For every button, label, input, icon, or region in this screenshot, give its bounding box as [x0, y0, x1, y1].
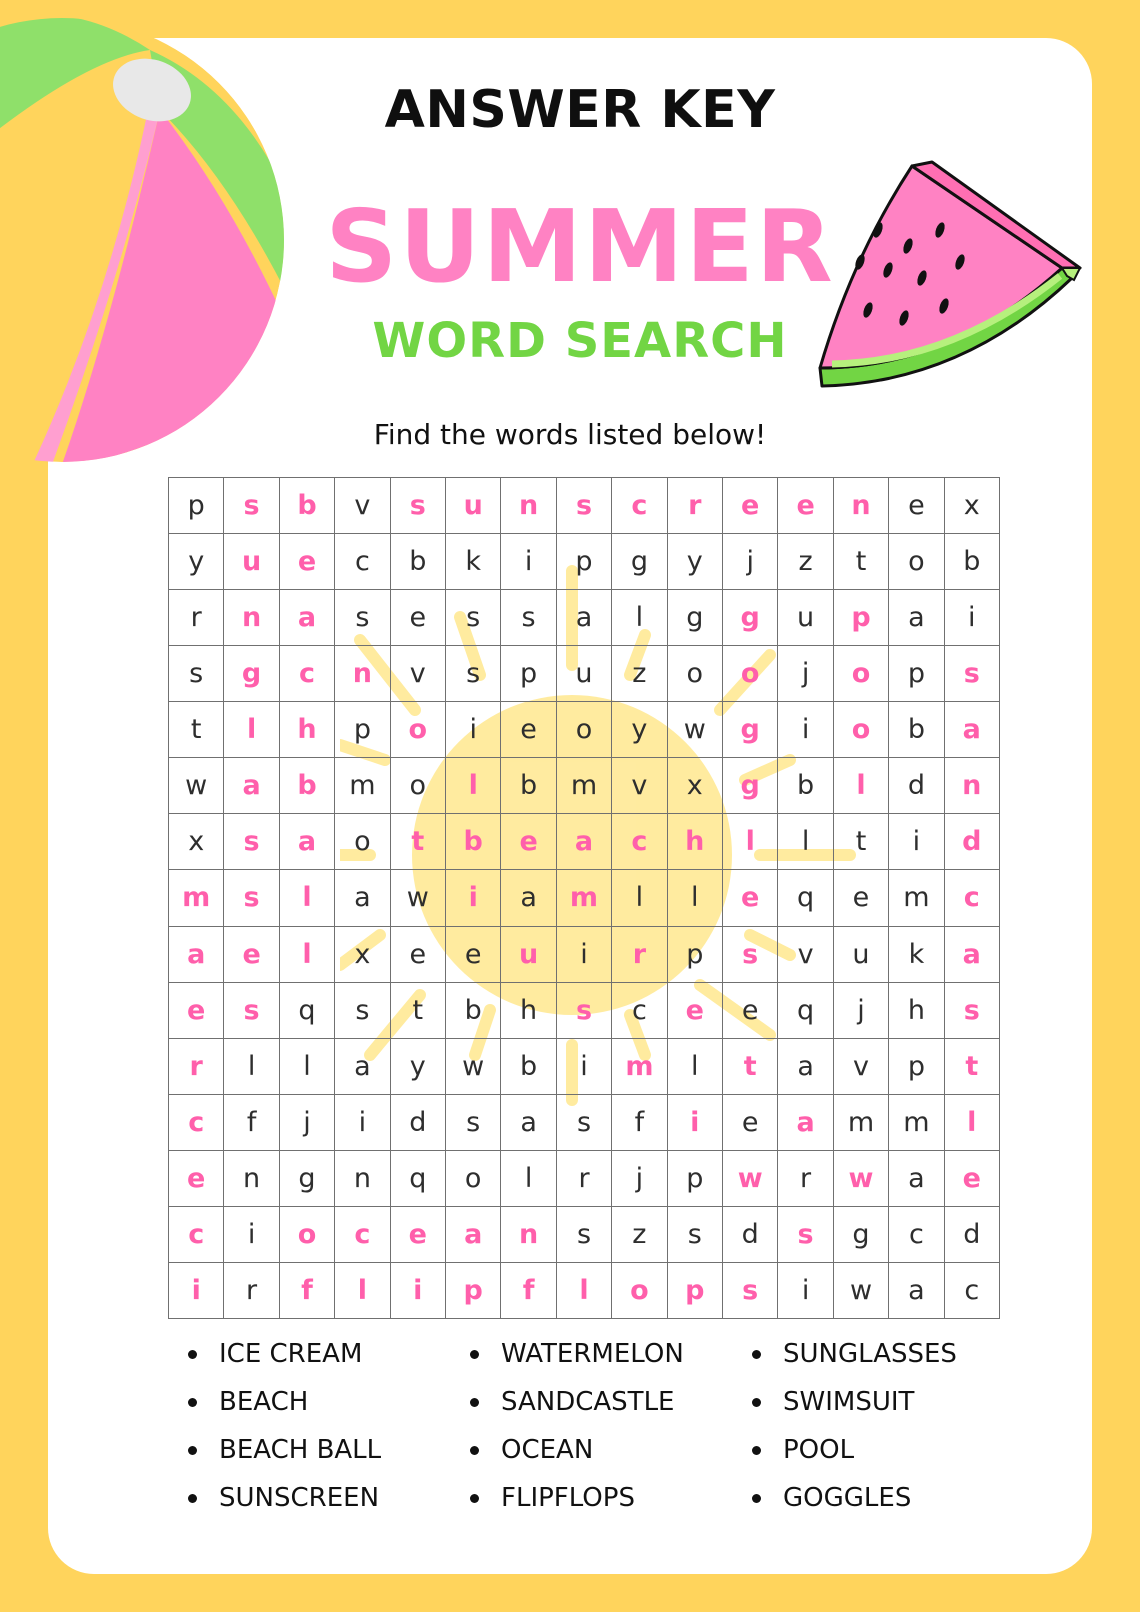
grid-cell: i [446, 702, 501, 758]
grid-cell: a [335, 870, 390, 926]
grid-cell: l [612, 590, 667, 646]
grid-cell: s [557, 1207, 612, 1263]
grid-cell: k [889, 927, 944, 983]
grid-cell: h [889, 983, 944, 1039]
grid-cell: a [557, 590, 612, 646]
word-list-item [180, 1385, 462, 1419]
word-list-item [462, 1385, 744, 1419]
grid-cell-highlighted: m [557, 870, 612, 926]
word-label: GOGGLES [783, 1483, 912, 1513]
grid-cell: g [280, 1151, 335, 1207]
bullet-icon [752, 1494, 761, 1503]
grid-cell: a [889, 1263, 944, 1319]
word-list-item [180, 1337, 462, 1371]
grid-cell: n [335, 1151, 390, 1207]
grid-cell-highlighted: n [224, 590, 279, 646]
bullet-icon [188, 1494, 197, 1503]
grid-cell-highlighted: o [391, 702, 446, 758]
grid-cell: s [668, 1207, 723, 1263]
grid-cell-highlighted: l [834, 758, 889, 814]
grid-cell: i [335, 1095, 390, 1151]
grid-cell: o [391, 758, 446, 814]
grid-cell-highlighted: c [169, 1207, 224, 1263]
grid-cell: f [224, 1095, 279, 1151]
grid-cell: p [668, 927, 723, 983]
grid-cell: s [501, 590, 556, 646]
grid-cell-highlighted: c [335, 1207, 390, 1263]
grid-cell: y [391, 1039, 446, 1095]
grid-cell: v [335, 478, 390, 534]
grid-cell-highlighted: t [391, 814, 446, 870]
grid-cell-highlighted: c [280, 646, 335, 702]
grid-cell: a [889, 1151, 944, 1207]
grid-cell-highlighted: t [945, 1039, 1000, 1095]
grid-cell-highlighted: s [557, 478, 612, 534]
grid-cell: n [224, 1151, 279, 1207]
grid-cell: l [612, 870, 667, 926]
summer-title: SUMMER [325, 188, 835, 305]
grid-cell: u [778, 590, 833, 646]
grid-cell: o [335, 814, 390, 870]
word-label: BEACH BALL [219, 1435, 382, 1465]
grid-cell-highlighted: l [945, 1095, 1000, 1151]
grid-cell-highlighted: e [224, 927, 279, 983]
word-label: BEACH [219, 1387, 309, 1417]
grid-cell-highlighted: o [612, 1263, 667, 1319]
grid-cell-highlighted: s [557, 983, 612, 1039]
grid-cell-highlighted: o [834, 646, 889, 702]
grid-cell: s [335, 590, 390, 646]
grid-cell: g [668, 590, 723, 646]
bullet-icon [188, 1446, 197, 1455]
grid-cell: l [778, 814, 833, 870]
grid-cell: w [169, 758, 224, 814]
grid-cell: o [557, 702, 612, 758]
grid-cell: y [612, 702, 667, 758]
grid-cell: g [612, 534, 667, 590]
grid-cell: g [834, 1207, 889, 1263]
grid-cell-highlighted: e [723, 478, 778, 534]
grid-cell-highlighted: a [778, 1095, 833, 1151]
word-list-item [180, 1433, 462, 1467]
grid-cell-highlighted: g [723, 590, 778, 646]
grid-cell-highlighted: a [224, 758, 279, 814]
grid-cell: b [889, 702, 944, 758]
grid-cell: j [834, 983, 889, 1039]
grid-cell-highlighted: s [224, 478, 279, 534]
grid-cell: r [169, 590, 224, 646]
grid-cell-highlighted: d [945, 814, 1000, 870]
grid-cell-highlighted: i [391, 1263, 446, 1319]
grid-cell-highlighted: s [945, 983, 1000, 1039]
grid-cell: c [945, 1263, 1000, 1319]
word-label: OCEAN [501, 1435, 594, 1465]
grid-cell-highlighted: p [446, 1263, 501, 1319]
grid-cell-highlighted: p [668, 1263, 723, 1319]
grid-cell: l [668, 870, 723, 926]
grid-cell: s [446, 1095, 501, 1151]
grid-cell: e [446, 927, 501, 983]
word-label: SWIMSUIT [783, 1387, 915, 1417]
grid-cell: t [391, 983, 446, 1039]
grid-cell-highlighted: s [723, 1263, 778, 1319]
grid-cell: s [446, 646, 501, 702]
grid-cell: i [501, 534, 556, 590]
grid-cell-highlighted: e [169, 1151, 224, 1207]
grid-cell: x [945, 478, 1000, 534]
grid-cell-highlighted: s [391, 478, 446, 534]
grid-cell-highlighted: i [446, 870, 501, 926]
grid-cell: m [557, 758, 612, 814]
grid-cell: a [335, 1039, 390, 1095]
grid-cell-highlighted: r [169, 1039, 224, 1095]
grid-cell-highlighted: o [834, 702, 889, 758]
word-list-item [744, 1385, 1026, 1419]
bullet-icon [752, 1398, 761, 1407]
grid-cell: c [889, 1207, 944, 1263]
grid-cell: q [391, 1151, 446, 1207]
grid-cell: q [778, 983, 833, 1039]
word-list-item [744, 1433, 1026, 1467]
grid-cell: d [723, 1207, 778, 1263]
grid-cell: h [501, 983, 556, 1039]
grid-cell: d [889, 758, 944, 814]
word-label: WATERMELON [501, 1339, 684, 1369]
grid-cell: a [778, 1039, 833, 1095]
grid-cell-highlighted: e [778, 478, 833, 534]
bullet-icon [188, 1350, 197, 1359]
grid-cell-highlighted: s [224, 870, 279, 926]
grid-cell: d [391, 1095, 446, 1151]
grid-cell: f [612, 1095, 667, 1151]
grid-cell: z [778, 534, 833, 590]
grid-cell-highlighted: l [723, 814, 778, 870]
grid-cell: p [889, 646, 944, 702]
grid-cell: a [501, 1095, 556, 1151]
grid-cell-highlighted: l [280, 927, 335, 983]
word-label: FLIPFLOPS [501, 1483, 635, 1513]
grid-cell-highlighted: n [834, 478, 889, 534]
grid-cell: l [501, 1151, 556, 1207]
grid-cell-highlighted: s [778, 1207, 833, 1263]
grid-cell: v [834, 1039, 889, 1095]
grid-cell: o [889, 534, 944, 590]
grid-cell-highlighted: l [335, 1263, 390, 1319]
grid-cell: e [391, 927, 446, 983]
grid-cell-highlighted: u [446, 478, 501, 534]
grid-cell-highlighted: a [945, 927, 1000, 983]
grid-cell-highlighted: n [945, 758, 1000, 814]
grid-cell: e [723, 983, 778, 1039]
word-list-item [744, 1337, 1026, 1371]
word-list-item [744, 1481, 1026, 1515]
grid-cell-highlighted: s [224, 814, 279, 870]
grid-cell-highlighted: m [169, 870, 224, 926]
grid-cell: c [335, 534, 390, 590]
grid-cell: b [778, 758, 833, 814]
word-label: SANDCASTLE [501, 1387, 675, 1417]
grid-cell: i [557, 1039, 612, 1095]
grid-cell-highlighted: a [557, 814, 612, 870]
word-label: ICE CREAM [219, 1339, 363, 1369]
grid-cell-highlighted: e [723, 870, 778, 926]
grid-cell: i [778, 702, 833, 758]
grid-cell-highlighted: e [668, 983, 723, 1039]
grid-cell-highlighted: e [169, 983, 224, 1039]
bullet-icon [752, 1446, 761, 1455]
grid-cell-highlighted: h [668, 814, 723, 870]
word-search-subtitle: WORD SEARCH [372, 313, 788, 369]
grid-cell: w [668, 702, 723, 758]
grid-cell-highlighted: s [945, 646, 1000, 702]
grid-cell: r [778, 1151, 833, 1207]
grid-cell: m [335, 758, 390, 814]
grid-cell: e [391, 590, 446, 646]
word-list-item [462, 1433, 744, 1467]
word-label: SUNSCREEN [219, 1483, 380, 1513]
grid-cell: m [889, 870, 944, 926]
word-list [180, 1337, 1040, 1515]
grid-cell: w [391, 870, 446, 926]
grid-cell: i [778, 1263, 833, 1319]
grid-cell-highlighted: p [834, 590, 889, 646]
grid-cell: i [557, 927, 612, 983]
grid-cell-highlighted: u [224, 534, 279, 590]
grid-cell: z [612, 646, 667, 702]
grid-cell: v [778, 927, 833, 983]
grid-cell-highlighted: l [446, 758, 501, 814]
grid-cell-highlighted: u [501, 927, 556, 983]
grid-cell-highlighted: e [945, 1151, 1000, 1207]
grid-cell: j [778, 646, 833, 702]
grid-cell: m [834, 1095, 889, 1151]
grid-cell: c [612, 983, 667, 1039]
grid-cell: y [668, 534, 723, 590]
grid-cell: r [224, 1263, 279, 1319]
grid-cell-highlighted: b [280, 758, 335, 814]
grid-cell-highlighted: t [723, 1039, 778, 1095]
grid-cell: s [169, 646, 224, 702]
grid-cell-highlighted: g [723, 702, 778, 758]
grid-cell: p [889, 1039, 944, 1095]
grid-cell: e [834, 870, 889, 926]
grid-cell-highlighted: f [501, 1263, 556, 1319]
grid-cell-highlighted: o [723, 646, 778, 702]
grid-cell-highlighted: h [280, 702, 335, 758]
answer-key-heading: ANSWER KEY [384, 80, 776, 140]
grid-cell-highlighted: c [945, 870, 1000, 926]
grid-cell-highlighted: a [280, 814, 335, 870]
word-list-item [462, 1481, 744, 1515]
grid-cell: q [778, 870, 833, 926]
grid-cell: m [889, 1095, 944, 1151]
grid-cell-highlighted: r [668, 478, 723, 534]
grid-cell-highlighted: n [501, 478, 556, 534]
grid-cell-highlighted: a [945, 702, 1000, 758]
grid-cell-highlighted: c [169, 1095, 224, 1151]
grid-cell-highlighted: i [668, 1095, 723, 1151]
grid-cell: p [335, 702, 390, 758]
bullet-icon [752, 1350, 761, 1359]
grid-cell-highlighted: e [391, 1207, 446, 1263]
grid-cell-highlighted: g [224, 646, 279, 702]
grid-cell: e [501, 702, 556, 758]
bullet-icon [470, 1350, 479, 1359]
grid-cell: i [945, 590, 1000, 646]
grid-cell-highlighted: a [446, 1207, 501, 1263]
grid-cell: z [612, 1207, 667, 1263]
grid-cell: j [280, 1095, 335, 1151]
grid-cell: i [224, 1207, 279, 1263]
word-list-item [180, 1481, 462, 1515]
grid-cell-highlighted: n [501, 1207, 556, 1263]
grid-cell: b [391, 534, 446, 590]
bullet-icon [188, 1398, 197, 1407]
word-list-item [462, 1337, 744, 1371]
grid-cell-highlighted: a [280, 590, 335, 646]
grid-cell: j [723, 534, 778, 590]
grid-cell: o [668, 646, 723, 702]
word-search-grid [168, 477, 1000, 1319]
grid-cell: l [224, 1039, 279, 1095]
grid-cell: s [557, 1095, 612, 1151]
beach-ball-icon [0, 0, 290, 470]
grid-cell: w [834, 1263, 889, 1319]
grid-cell-highlighted: w [834, 1151, 889, 1207]
grid-cell-highlighted: l [224, 702, 279, 758]
grid-cell: t [834, 534, 889, 590]
grid-cell: v [391, 646, 446, 702]
grid-cell-highlighted: n [335, 646, 390, 702]
grid-cell: q [280, 983, 335, 1039]
grid-cell: x [335, 927, 390, 983]
word-label: SUNGLASSES [783, 1339, 957, 1369]
grid-cell-highlighted: i [169, 1263, 224, 1319]
grid-cell: s [446, 590, 501, 646]
grid-cell-highlighted: c [612, 478, 667, 534]
grid-cell: v [612, 758, 667, 814]
grid-cell-highlighted: m [612, 1039, 667, 1095]
grid-cell: l [668, 1039, 723, 1095]
grid-cell: p [169, 478, 224, 534]
grid-cell-highlighted: s [224, 983, 279, 1039]
grid-cell: s [335, 983, 390, 1039]
grid-cell: a [889, 590, 944, 646]
grid-cell: k [446, 534, 501, 590]
grid-cell-highlighted: o [280, 1207, 335, 1263]
grid-cell-highlighted: e [280, 534, 335, 590]
grid-cell-highlighted: w [723, 1151, 778, 1207]
grid-cell: t [169, 702, 224, 758]
grid-cell: t [834, 814, 889, 870]
grid-cell: o [446, 1151, 501, 1207]
grid-cell: p [668, 1151, 723, 1207]
grid-cell-highlighted: e [501, 814, 556, 870]
grid-cell: b [501, 1039, 556, 1095]
bullet-icon [470, 1494, 479, 1503]
instructions-text: Find the words listed below! [373, 418, 767, 451]
grid-cell: p [501, 646, 556, 702]
grid-cell: j [612, 1151, 667, 1207]
bullet-icon [470, 1446, 479, 1455]
grid-cell: w [446, 1039, 501, 1095]
grid-cell-highlighted: c [612, 814, 667, 870]
grid-cell-highlighted: a [169, 927, 224, 983]
grid-cell: b [945, 534, 1000, 590]
grid-cell: u [557, 646, 612, 702]
grid-cell: b [501, 758, 556, 814]
grid-cell: x [668, 758, 723, 814]
grid-cell-highlighted: l [557, 1263, 612, 1319]
grid-cell: r [557, 1151, 612, 1207]
grid-cell: y [169, 534, 224, 590]
grid-cell-highlighted: f [280, 1263, 335, 1319]
grid-cell: u [834, 927, 889, 983]
grid-cell: l [280, 1039, 335, 1095]
grid-cell-highlighted: b [280, 478, 335, 534]
grid-cell: e [889, 478, 944, 534]
grid-cell-highlighted: s [723, 927, 778, 983]
word-label: POOL [783, 1435, 855, 1465]
grid-cell: x [169, 814, 224, 870]
grid-cell: p [557, 534, 612, 590]
grid-cell: a [501, 870, 556, 926]
grid-cell: d [945, 1207, 1000, 1263]
grid-cell-highlighted: b [446, 814, 501, 870]
grid-cell-highlighted: g [723, 758, 778, 814]
grid-cell: b [446, 983, 501, 1039]
grid-cell-highlighted: r [612, 927, 667, 983]
bullet-icon [470, 1398, 479, 1407]
grid-cell-highlighted: l [280, 870, 335, 926]
grid-cell: i [889, 814, 944, 870]
grid-cell: e [723, 1095, 778, 1151]
